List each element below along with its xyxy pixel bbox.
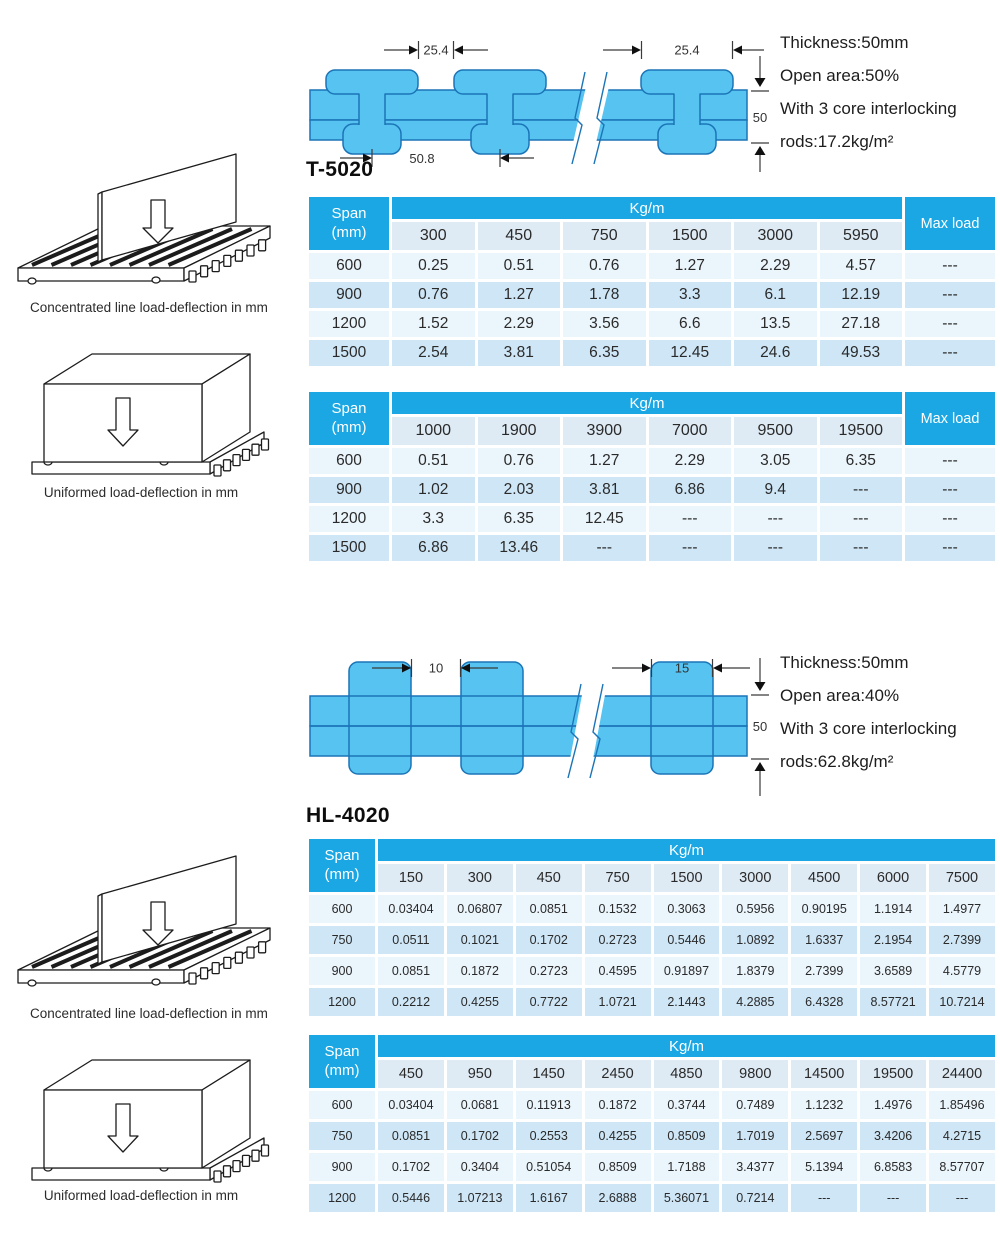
dim-label: 50	[752, 719, 768, 734]
value-cell: 0.51	[392, 448, 475, 474]
column-header: 3000	[722, 864, 788, 892]
value-cell: 2.7399	[791, 957, 857, 985]
column-header: 19500	[860, 1060, 926, 1088]
dimension-thickness	[751, 658, 769, 796]
column-header: 450	[378, 1060, 444, 1088]
span-cell: 750	[309, 1122, 375, 1150]
value-cell: 3.05	[734, 448, 817, 474]
value-cell: 1.4977	[929, 895, 995, 923]
value-cell: 0.4595	[585, 957, 651, 985]
value-cell: 2.03	[478, 477, 561, 503]
column-header: 4500	[791, 864, 857, 892]
value-cell: 1.1914	[860, 895, 926, 923]
span-cell: 900	[309, 477, 389, 503]
column-header: 1900	[478, 417, 561, 445]
value-cell: 2.1954	[860, 926, 926, 954]
value-cell: 2.5697	[791, 1122, 857, 1150]
column-header: 3000	[734, 222, 817, 250]
value-cell: 0.7214	[722, 1184, 788, 1212]
table-row	[309, 535, 995, 561]
value-cell: 0.1702	[516, 926, 582, 954]
span-cell: 600	[309, 895, 375, 923]
value-cell: 0.0851	[378, 957, 444, 985]
kgm-header: Kg/m	[378, 839, 995, 861]
value-cell: 0.51054	[516, 1153, 582, 1181]
value-cell: 12.45	[649, 340, 732, 366]
value-cell: 0.5446	[654, 926, 720, 954]
value-cell: 1.85496	[929, 1091, 995, 1119]
table-row	[309, 506, 995, 532]
deflection-table-hl4020-1	[306, 836, 998, 1019]
column-header: 4850	[654, 1060, 720, 1088]
value-cell: 2.29	[649, 448, 732, 474]
value-cell: 12.19	[820, 282, 903, 308]
value-cell: 6.35	[563, 340, 646, 366]
value-cell: 0.0511	[378, 926, 444, 954]
value-cell: ---	[820, 535, 903, 561]
column-header: 300	[447, 864, 513, 892]
value-cell: 1.0892	[722, 926, 788, 954]
value-cell: 0.03404	[378, 895, 444, 923]
column-header: 14500	[791, 1060, 857, 1088]
max-load-cell: ---	[905, 311, 995, 337]
max-load-cell: ---	[905, 506, 995, 532]
value-cell: 0.3063	[654, 895, 720, 923]
value-cell: 1.02	[392, 477, 475, 503]
value-cell: 4.2715	[929, 1122, 995, 1150]
load-block	[44, 1060, 250, 1168]
column-header: 1500	[649, 222, 732, 250]
table-row	[309, 1091, 995, 1119]
dimension-pitch-left	[384, 41, 488, 59]
value-cell: 0.0851	[378, 1122, 444, 1150]
value-cell: 0.1702	[378, 1153, 444, 1181]
value-cell: 2.29	[478, 311, 561, 337]
value-cell: 0.06807	[447, 895, 513, 923]
value-cell: 3.4206	[860, 1122, 926, 1150]
value-cell: 0.0851	[516, 895, 582, 923]
dim-label: 50.8	[409, 151, 435, 166]
value-cell: 3.3	[392, 506, 475, 532]
value-cell: 0.1021	[447, 926, 513, 954]
dim-label: 10	[428, 660, 444, 676]
value-cell: 3.81	[563, 477, 646, 503]
value-cell: 0.4255	[447, 988, 513, 1016]
uniform-load-diagram	[6, 326, 292, 484]
column-header: 1000	[392, 417, 475, 445]
column-header-row	[309, 222, 995, 250]
value-cell: 0.0681	[447, 1091, 513, 1119]
product-title-hl4020: HL-4020	[306, 804, 390, 827]
spec-line: rods:62.8kg/m²	[780, 752, 894, 771]
value-cell: 4.5779	[929, 957, 995, 985]
value-cell: 0.76	[563, 253, 646, 279]
value-cell: 0.2553	[516, 1122, 582, 1150]
value-cell: 0.25	[392, 253, 475, 279]
column-header: 1450	[516, 1060, 582, 1088]
value-cell: 3.56	[563, 311, 646, 337]
column-header-row	[309, 417, 995, 445]
spec-line: Thickness:50mm	[780, 33, 909, 52]
column-header: 6000	[860, 864, 926, 892]
value-cell: 9.4	[734, 477, 817, 503]
span-cell: 900	[309, 1153, 375, 1181]
max-load-cell: ---	[905, 340, 995, 366]
diagram-caption: Uniformed load-deflection in mm	[43, 485, 239, 500]
value-cell: 0.3404	[447, 1153, 513, 1181]
value-cell: 1.6337	[791, 926, 857, 954]
grating-band	[310, 662, 747, 774]
concentrated-load-diagram	[6, 150, 292, 300]
value-cell: 8.57707	[929, 1153, 995, 1181]
span-cell: 750	[309, 926, 375, 954]
table-row	[309, 895, 995, 923]
value-cell: 3.3	[649, 282, 732, 308]
value-cell: 0.5446	[378, 1184, 444, 1212]
table-row	[309, 926, 995, 954]
spec-block-t5020	[780, 26, 998, 158]
column-header: 7000	[649, 417, 732, 445]
deflection-table-hl4020-2	[306, 1032, 998, 1215]
value-cell: 1.4976	[860, 1091, 926, 1119]
value-cell: ---	[563, 535, 646, 561]
column-header: 450	[516, 864, 582, 892]
cross-section-diagram-hl4020	[302, 638, 772, 803]
span-cell: 1200	[309, 311, 389, 337]
value-cell: 0.2212	[378, 988, 444, 1016]
value-cell: 8.57721	[860, 988, 926, 1016]
max-load-cell: ---	[905, 282, 995, 308]
column-header: 750	[563, 222, 646, 250]
value-cell: 4.2885	[722, 988, 788, 1016]
value-cell: 2.29	[734, 253, 817, 279]
value-cell: 2.7399	[929, 926, 995, 954]
value-cell: 5.1394	[791, 1153, 857, 1181]
load-block	[44, 354, 250, 462]
column-header: 150	[378, 864, 444, 892]
table-row	[309, 1184, 995, 1212]
dim-label: 25.4	[674, 42, 700, 58]
value-cell: 6.35	[478, 506, 561, 532]
value-cell: 0.11913	[516, 1091, 582, 1119]
span-header: Span (mm)	[309, 197, 389, 250]
max-load-cell: ---	[905, 477, 995, 503]
value-cell: ---	[860, 1184, 926, 1212]
span-cell: 1500	[309, 535, 389, 561]
value-cell: 49.53	[820, 340, 903, 366]
column-header-row	[309, 1060, 995, 1088]
value-cell: 1.78	[563, 282, 646, 308]
value-cell: 0.76	[392, 282, 475, 308]
value-cell: 1.7019	[722, 1122, 788, 1150]
table-row	[309, 448, 995, 474]
uniform-load-diagram	[6, 1032, 292, 1190]
value-cell: 13.46	[478, 535, 561, 561]
column-header: 24400	[929, 1060, 995, 1088]
column-header: 300	[392, 222, 475, 250]
column-header: 2450	[585, 1060, 651, 1088]
value-cell: 0.03404	[378, 1091, 444, 1119]
span-header: Span (mm)	[309, 392, 389, 445]
value-cell: 0.1872	[447, 957, 513, 985]
kgm-header: Kg/m	[378, 1035, 995, 1057]
value-cell: 0.7722	[516, 988, 582, 1016]
column-header: 5950	[820, 222, 903, 250]
value-cell: ---	[734, 506, 817, 532]
table-row	[309, 340, 995, 366]
diagram-caption: Concentrated line load-deflection in mm	[30, 1006, 268, 1021]
span-cell: 600	[309, 253, 389, 279]
value-cell: 5.36071	[654, 1184, 720, 1212]
value-cell: 0.1532	[585, 895, 651, 923]
span-cell: 600	[309, 1091, 375, 1119]
value-cell: 13.5	[734, 311, 817, 337]
max-load-cell: ---	[905, 535, 995, 561]
value-cell: ---	[929, 1184, 995, 1212]
spec-block-hl4020	[780, 646, 998, 778]
value-cell: ---	[820, 477, 903, 503]
product-title-t5020: T-5020	[306, 158, 374, 181]
table-row	[309, 988, 995, 1016]
value-cell: 0.8509	[585, 1153, 651, 1181]
column-header: 7500	[929, 864, 995, 892]
value-cell: 6.1	[734, 282, 817, 308]
cross-section-diagram-t5020	[302, 22, 772, 172]
spec-line: With 3 core interlocking	[780, 99, 957, 118]
span-cell: 1200	[309, 988, 375, 1016]
value-cell: 1.27	[649, 253, 732, 279]
column-header: 19500	[820, 417, 903, 445]
value-cell: 2.1443	[654, 988, 720, 1016]
table-row	[309, 957, 995, 985]
deflection-table-t5020-1	[306, 194, 998, 369]
value-cell: 6.86	[392, 535, 475, 561]
value-cell: 27.18	[820, 311, 903, 337]
spec-line: With 3 core interlocking	[780, 719, 957, 738]
span-cell: 600	[309, 448, 389, 474]
dim-label: 50	[752, 110, 768, 125]
value-cell: 0.76	[478, 448, 561, 474]
max-load-cell: ---	[905, 448, 995, 474]
value-cell: 0.1702	[447, 1122, 513, 1150]
diagram-caption: Uniformed load-deflection in mm	[43, 1188, 239, 1203]
value-cell: 6.86	[649, 477, 732, 503]
dimension-pitch-right	[603, 41, 764, 59]
value-cell: 1.8379	[722, 957, 788, 985]
deflection-table-t5020-2	[306, 389, 998, 564]
value-cell: 1.07213	[447, 1184, 513, 1212]
value-cell: 2.6888	[585, 1184, 651, 1212]
table-row	[309, 477, 995, 503]
value-cell: 24.6	[734, 340, 817, 366]
max-load-header: Max load	[905, 197, 995, 250]
value-cell: 0.2723	[585, 926, 651, 954]
value-cell: 12.45	[563, 506, 646, 532]
value-cell: 0.91897	[654, 957, 720, 985]
value-cell: 0.4255	[585, 1122, 651, 1150]
value-cell: 0.3744	[654, 1091, 720, 1119]
span-header: Span (mm)	[309, 1035, 375, 1088]
value-cell: ---	[649, 506, 732, 532]
value-cell: 3.81	[478, 340, 561, 366]
value-cell: 1.1232	[791, 1091, 857, 1119]
column-header: 750	[585, 864, 651, 892]
value-cell: 2.54	[392, 340, 475, 366]
value-cell: 1.0721	[585, 988, 651, 1016]
value-cell: 0.1872	[585, 1091, 651, 1119]
span-header: Span (mm)	[309, 839, 375, 892]
span-cell: 900	[309, 957, 375, 985]
value-cell: ---	[649, 535, 732, 561]
span-cell: 900	[309, 282, 389, 308]
value-cell: 10.7214	[929, 988, 995, 1016]
value-cell: 6.4328	[791, 988, 857, 1016]
spec-line: rods:17.2kg/m²	[780, 132, 894, 151]
column-header: 9800	[722, 1060, 788, 1088]
span-cell: 1200	[309, 1184, 375, 1212]
value-cell: 6.35	[820, 448, 903, 474]
column-header: 950	[447, 1060, 513, 1088]
value-cell: 3.6589	[860, 957, 926, 985]
column-header-row	[309, 864, 995, 892]
value-cell: 1.7188	[654, 1153, 720, 1181]
max-load-cell: ---	[905, 253, 995, 279]
value-cell: 1.6167	[516, 1184, 582, 1212]
table-row	[309, 282, 995, 308]
concentrated-load-diagram	[6, 852, 292, 1002]
value-cell: 0.5956	[722, 895, 788, 923]
value-cell: 0.7489	[722, 1091, 788, 1119]
value-cell: 0.90195	[791, 895, 857, 923]
table-row	[309, 1153, 995, 1181]
kgm-header: Kg/m	[392, 392, 902, 414]
value-cell: 4.57	[820, 253, 903, 279]
value-cell: 1.27	[563, 448, 646, 474]
column-header: 9500	[734, 417, 817, 445]
table-row	[309, 311, 995, 337]
value-cell: 3.4377	[722, 1153, 788, 1181]
value-cell: 0.8509	[654, 1122, 720, 1150]
value-cell: 0.2723	[516, 957, 582, 985]
max-load-header: Max load	[905, 392, 995, 445]
dimension-bar-width	[612, 659, 750, 677]
value-cell: 6.8583	[860, 1153, 926, 1181]
spec-line: Open area:40%	[780, 686, 900, 705]
value-cell: 0.51	[478, 253, 561, 279]
value-cell: ---	[820, 506, 903, 532]
value-cell: ---	[734, 535, 817, 561]
dim-label: 25.4	[423, 42, 449, 58]
column-header: 1500	[654, 864, 720, 892]
column-header: 3900	[563, 417, 646, 445]
span-cell: 1500	[309, 340, 389, 366]
value-cell: ---	[791, 1184, 857, 1212]
diagram-caption: Concentrated line load-deflection in mm	[30, 300, 268, 315]
value-cell: 1.52	[392, 311, 475, 337]
dim-label: 15	[674, 660, 690, 676]
column-header: 450	[478, 222, 561, 250]
table-row	[309, 1122, 995, 1150]
dimension-thickness	[751, 56, 769, 172]
span-cell: 1200	[309, 506, 389, 532]
table-row	[309, 253, 995, 279]
value-cell: 1.27	[478, 282, 561, 308]
value-cell: 6.6	[649, 311, 732, 337]
spec-line: Thickness:50mm	[780, 653, 909, 672]
spec-line: Open area:50%	[780, 66, 900, 85]
kgm-header: Kg/m	[392, 197, 902, 219]
